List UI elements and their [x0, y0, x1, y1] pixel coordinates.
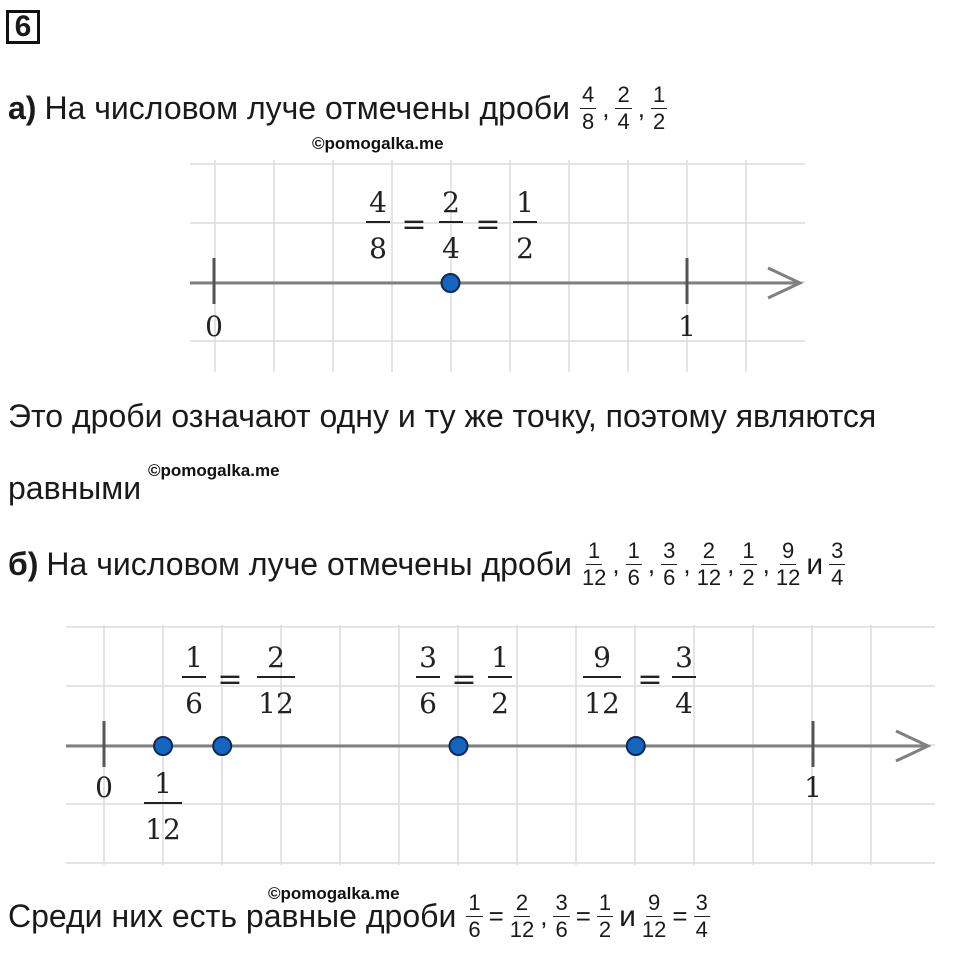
fraction-numerator: 1: [516, 186, 534, 219]
grid-a: [190, 160, 805, 372]
marked-point: [442, 274, 460, 292]
one-label-a: 1: [678, 310, 696, 343]
watermark: ©pomogalka.me: [312, 134, 444, 153]
fraction-numerator: 9: [593, 641, 611, 674]
separator: ,: [602, 93, 610, 123]
part-a-conclusion-line2: равными: [8, 470, 142, 506]
fraction: $\frac{2}{12}$: [509, 890, 535, 942]
fraction: $\frac{1}{2}$: [742, 538, 755, 590]
equals-sign: =: [475, 207, 501, 242]
fraction-numerator: 2: [267, 641, 285, 674]
fraction-denominator: 12: [258, 687, 294, 720]
number-ray-a: [0, 150, 960, 380]
part-b-conclusion: [8, 892, 712, 941]
fraction: $\frac{3}{4}$: [695, 890, 708, 942]
separator: и: [619, 899, 636, 933]
fraction-numerator: 4: [369, 186, 387, 219]
part-a-conclusion-line1: Это дроби означают одну и ту же точку, поэтому являются: [8, 398, 877, 434]
part-b-heading: [8, 540, 847, 589]
separator: ,: [762, 549, 770, 579]
equal-fractions-group-1: [182, 641, 295, 720]
fraction-denominator: 6: [419, 687, 437, 720]
fraction-numerator: 1: [491, 641, 509, 674]
fraction: $\frac{3}{4}$: [831, 538, 844, 590]
part-b-conclusion-intro: Среди них есть равные дроби: [8, 898, 457, 934]
fraction: $\frac{1}{6}$: [468, 890, 481, 942]
fraction-numerator: 3: [419, 641, 437, 674]
fraction-denominator: 12: [145, 813, 181, 846]
fraction-denominator: 12: [584, 687, 620, 720]
marked-point: [154, 737, 172, 755]
equals-sign: =: [637, 662, 663, 697]
zero-label-a: 0: [205, 310, 223, 343]
fraction: $\frac{2}{4}$: [617, 82, 630, 134]
separator: ,: [647, 549, 656, 579]
marked-point: [213, 737, 231, 755]
fraction: $\frac{1}{2}$: [598, 890, 612, 942]
fraction-denominator: 4: [442, 232, 460, 265]
fraction: $\frac{1}{6}$: [627, 538, 640, 590]
number-ray-b: [0, 615, 960, 870]
fraction: $\frac{9}{12}$: [775, 538, 801, 590]
fraction-denominator: 8: [369, 232, 387, 265]
task-number: 6: [6, 10, 40, 44]
fraction: $\frac{2}{12}$: [696, 538, 722, 590]
fraction-numerator: 1: [185, 641, 203, 674]
fraction-denominator: 6: [185, 687, 203, 720]
equals-sign: =: [488, 901, 504, 931]
fraction-denominator: 4: [675, 687, 693, 720]
fraction: $\frac{3}{6}$: [663, 538, 676, 590]
fraction: $\frac{1}{12}$: [581, 538, 607, 590]
separator: ,: [612, 549, 620, 579]
separator: ,: [683, 549, 691, 579]
equal-fractions-group-3: [583, 641, 696, 720]
equal-fractions-group-2: [416, 641, 512, 720]
equals-sign: =: [672, 901, 688, 931]
fraction-numerator: 3: [675, 641, 693, 674]
part-b-label: б): [8, 546, 39, 582]
fraction: $\frac{9}{12}$: [641, 890, 667, 942]
equals-sign: =: [575, 901, 591, 931]
fraction-denominator: 2: [491, 687, 509, 720]
equals-sign: =: [401, 207, 427, 242]
watermark: ©pomogalka.me: [148, 461, 280, 480]
fraction: $\frac{4}{8}$: [581, 82, 595, 134]
part-a-heading: [8, 84, 669, 133]
separator: и: [806, 547, 824, 581]
fraction: $\frac{3}{6}$: [555, 890, 568, 942]
part-b-intro: На числовом луче отмечены дроби: [46, 546, 572, 582]
separator: ,: [727, 549, 735, 579]
fraction-numerator: 1: [154, 767, 172, 800]
fraction-denominator: 2: [516, 232, 534, 265]
fraction: $\frac{1}{2}$: [652, 82, 666, 134]
zero-label-b: 0: [95, 771, 113, 804]
watermark: ©pomogalka.me: [268, 884, 400, 903]
equals-sign: =: [217, 662, 243, 697]
part-a-label: а): [8, 90, 37, 126]
equals-sign: =: [451, 662, 477, 697]
separator: ,: [637, 93, 645, 123]
fraction-numerator: 2: [442, 186, 460, 219]
marked-point: [450, 737, 468, 755]
marked-point: [627, 737, 645, 755]
one-label-b: 1: [804, 771, 822, 804]
separator: ,: [540, 901, 548, 931]
part-a-intro: На числовом луче отмечены дроби: [44, 90, 570, 126]
